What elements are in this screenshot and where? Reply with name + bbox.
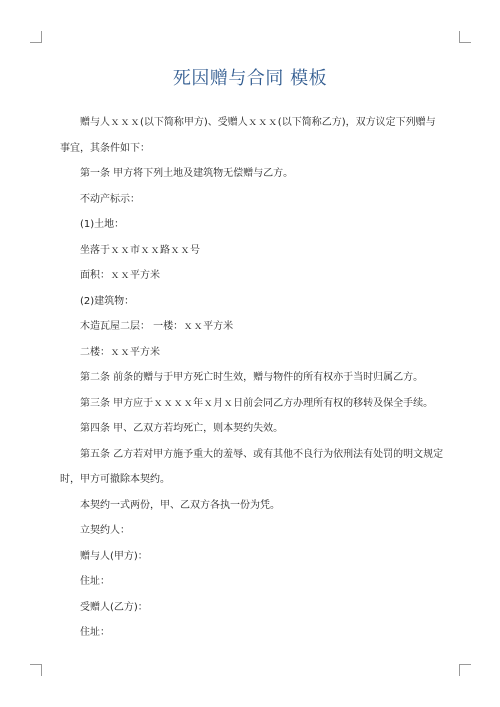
paragraph-article-3: 第三条 甲方应于ｘｘｘｘ年ｘ月ｘ日前会同乙方办理所有权的移转及保全手续。 [80, 397, 434, 409]
document-title: 死因赠与合同 模板 [172, 68, 328, 89]
paragraph-donee-address: 住址： [80, 627, 110, 638]
paragraph-article-2: 第二条 前条的赠与于甲方死亡时生效，赠与物件的所有权亦于当时归属乙方。 [80, 372, 424, 383]
paragraph-property-label: 不动产标示： [80, 193, 140, 205]
paragraph-building: (2)建筑物： [80, 295, 135, 307]
paragraph-location: 坐落于ｘｘ市ｘｘ路ｘｘ号 [80, 244, 200, 256]
paragraph-building-first-floor: 木造瓦屋二层： 一楼：ｘｘ平方米 [80, 321, 234, 332]
crop-mark-bottom-left [30, 664, 42, 676]
paragraph-building-second-floor: 二楼：ｘｘ平方米 [80, 346, 160, 358]
paragraph-donor-address: 住址： [80, 576, 110, 587]
document-body [60, 110, 445, 646]
paragraph-intro: 赠与人ｘｘｘ(以下简称甲方)、受赠人ｘｘｘ(以下简称乙方)，双方议定下列赠与事宜，其条件如下： [60, 117, 436, 154]
crop-mark-top-right [459, 31, 471, 43]
paragraph-article-5: 第五条 乙方若对甲方施予重大的羞辱、或有其他不良行为依刑法有处罚的明文规定时，甲方可撤除本契约。 [60, 448, 444, 485]
crop-mark-top-left [30, 31, 42, 43]
paragraph-donor: 赠与人(甲方)： [80, 550, 148, 562]
paragraph-area: 面积：ｘｘ平方米 [80, 270, 160, 281]
crop-mark-bottom-right [459, 664, 471, 676]
paragraph-land: (1)土地： [80, 219, 125, 230]
paragraph-signatories: 立契约人： [80, 525, 130, 536]
paragraph-copies: 本契约一式两份，甲、乙双方各执一份为凭。 [80, 499, 280, 511]
paragraph-article-1: 第一条 甲方将下列土地及建筑物无偿赠与乙方。 [80, 168, 294, 179]
paragraph-article-4: 第四条 甲、乙双方若均死亡，则本契约失效。 [80, 423, 284, 434]
paragraph-donee: 受赠人(乙方)： [80, 601, 148, 613]
